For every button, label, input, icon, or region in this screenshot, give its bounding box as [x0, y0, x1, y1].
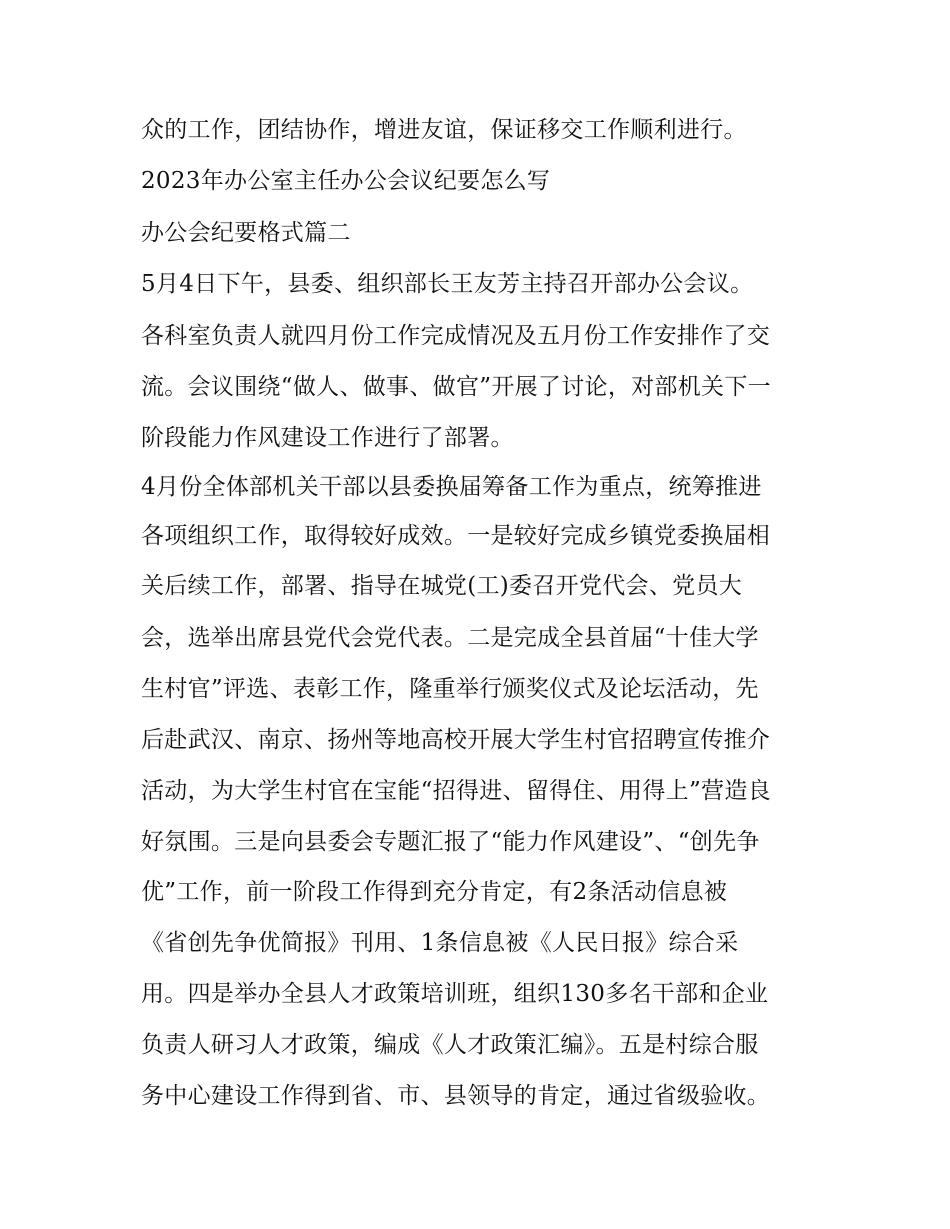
text-line-16: 优”工作，前一阶段工作得到充分肯定，有2条活动信息被 [141, 879, 728, 905]
text-line-3: 办公会纪要格式篇二 [141, 220, 351, 246]
text-line-19: 负责人研习人才政策，编成《人才政策汇编》。五是村综合服 [141, 1032, 759, 1058]
text-line-10: 关后续工作，部署、指导在城党(工)委召开党代会、党员大 [141, 573, 743, 599]
text-line-18: 用。四是举办全县人才政策培训班，组织130多名干部和企业 [141, 981, 769, 1007]
text-line-13: 后赴武汉、南京、扬州等地高校开展大学生村官招聘宣传推介 [141, 727, 771, 753]
text-line-4: 5月4日下午，县委、组织部长王友芳主持召开部办公会议。 [141, 271, 754, 297]
text-line-2: 2023年办公室主任办公会议纪要怎么写 [141, 168, 551, 194]
text-line-6: 流。会议围绕“做人、做事、做官”开展了讨论，对部机关下一 [141, 374, 771, 400]
text-line-20: 务中心建设工作得到省、市、县领导的肯定，通过省级验收。 [141, 1083, 771, 1109]
text-line-11: 会，选举出席县党代会党代表。二是完成全县首届“十佳大学 [141, 625, 759, 651]
text-line-14: 活动，为大学生村官在宝能“招得进、留得住、用得上”营造良 [141, 778, 771, 804]
text-line-5: 各科室负责人就四月份工作完成情况及五月份工作安排作了交 [141, 323, 771, 349]
text-line-15: 好氛围。三是向县委会专题汇报了“能力作风建设”、“创先争 [141, 829, 760, 855]
text-line-9: 各项组织工作，取得较好成效。一是较好完成乡镇党委换届相 [141, 523, 771, 549]
text-line-1: 众的工作，团结协作，增进友谊，保证移交工作顺利进行。 [141, 117, 747, 143]
text-line-12: 生村官”评选、表彰工作，隆重举行颁奖仪式及论坛活动，先 [141, 676, 759, 702]
text-line-7: 阶段能力作风建设工作进行了部署。 [141, 425, 514, 451]
text-line-17: 《省创先争优简报》刊用、1条信息被《人民日报》综合采 [141, 930, 739, 956]
text-line-8: 4月份全体部机关干部以县委换届筹备工作为重点，统筹推进 [141, 474, 762, 500]
